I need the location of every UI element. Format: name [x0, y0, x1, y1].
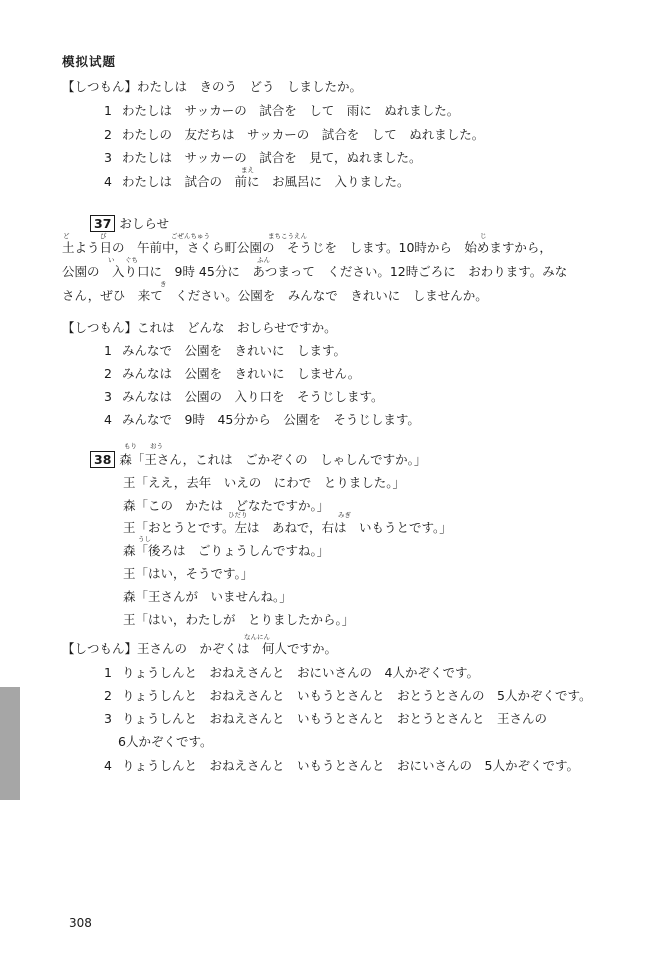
option-text: みんなで 公園を きれいに します。 [121, 343, 346, 358]
option-number: 2 [104, 688, 112, 703]
ruby-mori: もり [124, 442, 137, 450]
option-text: わたしの 友だちは サッカーの 試合を して ぬれました。 [121, 127, 485, 142]
side-tab-marker [0, 687, 20, 800]
option-number: 4 [104, 174, 112, 189]
option-number: 1 [104, 665, 112, 680]
q38-line-6: 王「はい，そうです。」 [123, 566, 254, 581]
q38-line-8: 王「はい，わたしが とりましたから。」 [123, 612, 355, 627]
q37-title: おしらせ [119, 216, 170, 231]
option-text: わたしは 試合の 前に お風呂に 入りました。 [121, 174, 410, 189]
ruby-ki: き [160, 280, 167, 288]
q38-option-1 [104, 665, 479, 681]
option-number: 4 [104, 412, 112, 427]
q37-passage-line-1: 土よう日の 午前中，さくら町公園の そうじを します。10時から 始めますから， [62, 240, 552, 255]
q36-option-3 [104, 150, 422, 166]
option-text: わたしは サッカーの 試合を 見て，ぬれました。 [121, 150, 422, 165]
q38-line-2: 王「ええ，去年 いえの にわで とりました。」 [123, 475, 406, 490]
option-text: みんなは 公園の 入り口を そうじします。 [121, 389, 384, 404]
ruby-ji: じ [480, 232, 487, 240]
ruby-i: い [108, 256, 115, 264]
ruby-gozenchuu: ごぜんちゅう [171, 232, 210, 240]
q36-question: 【しつもん】わたしは きのう どう しましたか。 [62, 79, 363, 94]
option-text: りょうしんと おねえさんと いもうとさんと おとうとさんと 王さんの [121, 711, 547, 726]
q38-line-5: 森「後ろは ごりょうしんですね。」 [123, 543, 330, 558]
ruby-mae: まえ [241, 166, 254, 174]
option-number: 1 [104, 103, 112, 118]
q38-option-4 [104, 758, 579, 774]
ruby-ushi: うし [138, 535, 151, 543]
dialogue-line: 森「王さん，これは ごかぞくの しゃしんですか。」 [119, 452, 427, 467]
option-number: 3 [104, 389, 112, 404]
ruby-bi: び [100, 232, 107, 240]
q37-passage-line-2: 公園の 入り口に 9時 45分に あつまって ください。12時ごろに おわります。みな [62, 264, 568, 279]
option-text: りょうしんと おねえさんと いもうとさんと おにいさんの 5人かぞくです。 [121, 758, 579, 773]
option-number: 4 [104, 758, 112, 773]
page-number: 308 [69, 916, 92, 930]
ruby-fun: ふん [257, 256, 270, 264]
ruby-hidari: ひだり [228, 511, 248, 519]
option-number: 2 [104, 366, 112, 381]
option-number: 3 [104, 711, 112, 726]
q38-option-2 [104, 688, 591, 704]
ruby-nannin: なんにん [244, 633, 270, 641]
option-number: 3 [104, 150, 112, 165]
option-number: 1 [104, 343, 112, 358]
q38-line-4: 王「おとうとです。左は あねで，右は いもうとです。」 [123, 520, 452, 535]
q37-option-1 [104, 343, 346, 359]
option-number: 2 [104, 127, 112, 142]
question-number-box: 38 [90, 451, 115, 468]
ruby-do: ど [63, 232, 70, 240]
ruby-ou: おう [150, 442, 163, 450]
q37-passage-line-3: さん，ぜひ 来て ください。公園を みんなで きれいに しませんか。 [62, 288, 488, 303]
option-text: みんなで 9時 45分から 公園を そうじします。 [121, 412, 420, 427]
q38-question: 【しつもん】王さんの かぞくは 何人ですか。 [62, 641, 338, 656]
ruby-guchi: ぐち [125, 256, 138, 264]
q37-option-3 [104, 389, 384, 405]
q38-option-3-continued: 6人かぞくです。 [118, 734, 213, 749]
q38-option-3 [104, 711, 547, 727]
q38-line-7: 森「王さんが いませんね。」 [123, 589, 292, 604]
q36-option-4 [104, 174, 410, 190]
ruby-migi: みぎ [338, 511, 351, 519]
section-header: 模拟试题 [62, 54, 117, 69]
ruby-machikouen: まちこうえん [268, 232, 307, 240]
question-number-box: 37 [90, 215, 115, 232]
option-text: みんなは 公園を きれいに しません。 [121, 366, 361, 381]
q38-line-1 [90, 451, 426, 468]
option-text: りょうしんと おねえさんと おにいさんの 4人かぞくです。 [121, 665, 479, 680]
q36-option-1 [104, 103, 459, 119]
q38-line-3: 森「この かたは どなたですか。」 [123, 498, 330, 513]
q37-question: 【しつもん】これは どんな おしらせですか。 [62, 320, 337, 335]
q37-option-4 [104, 412, 420, 428]
q37-option-2 [104, 366, 360, 382]
q36-option-2 [104, 127, 484, 143]
option-text: りょうしんと おねえさんと いもうとさんと おとうとさんの 5人かぞくです。 [121, 688, 592, 703]
option-text: わたしは サッカーの 試合を して 雨に ぬれました。 [121, 103, 460, 118]
q37-heading [90, 215, 169, 232]
